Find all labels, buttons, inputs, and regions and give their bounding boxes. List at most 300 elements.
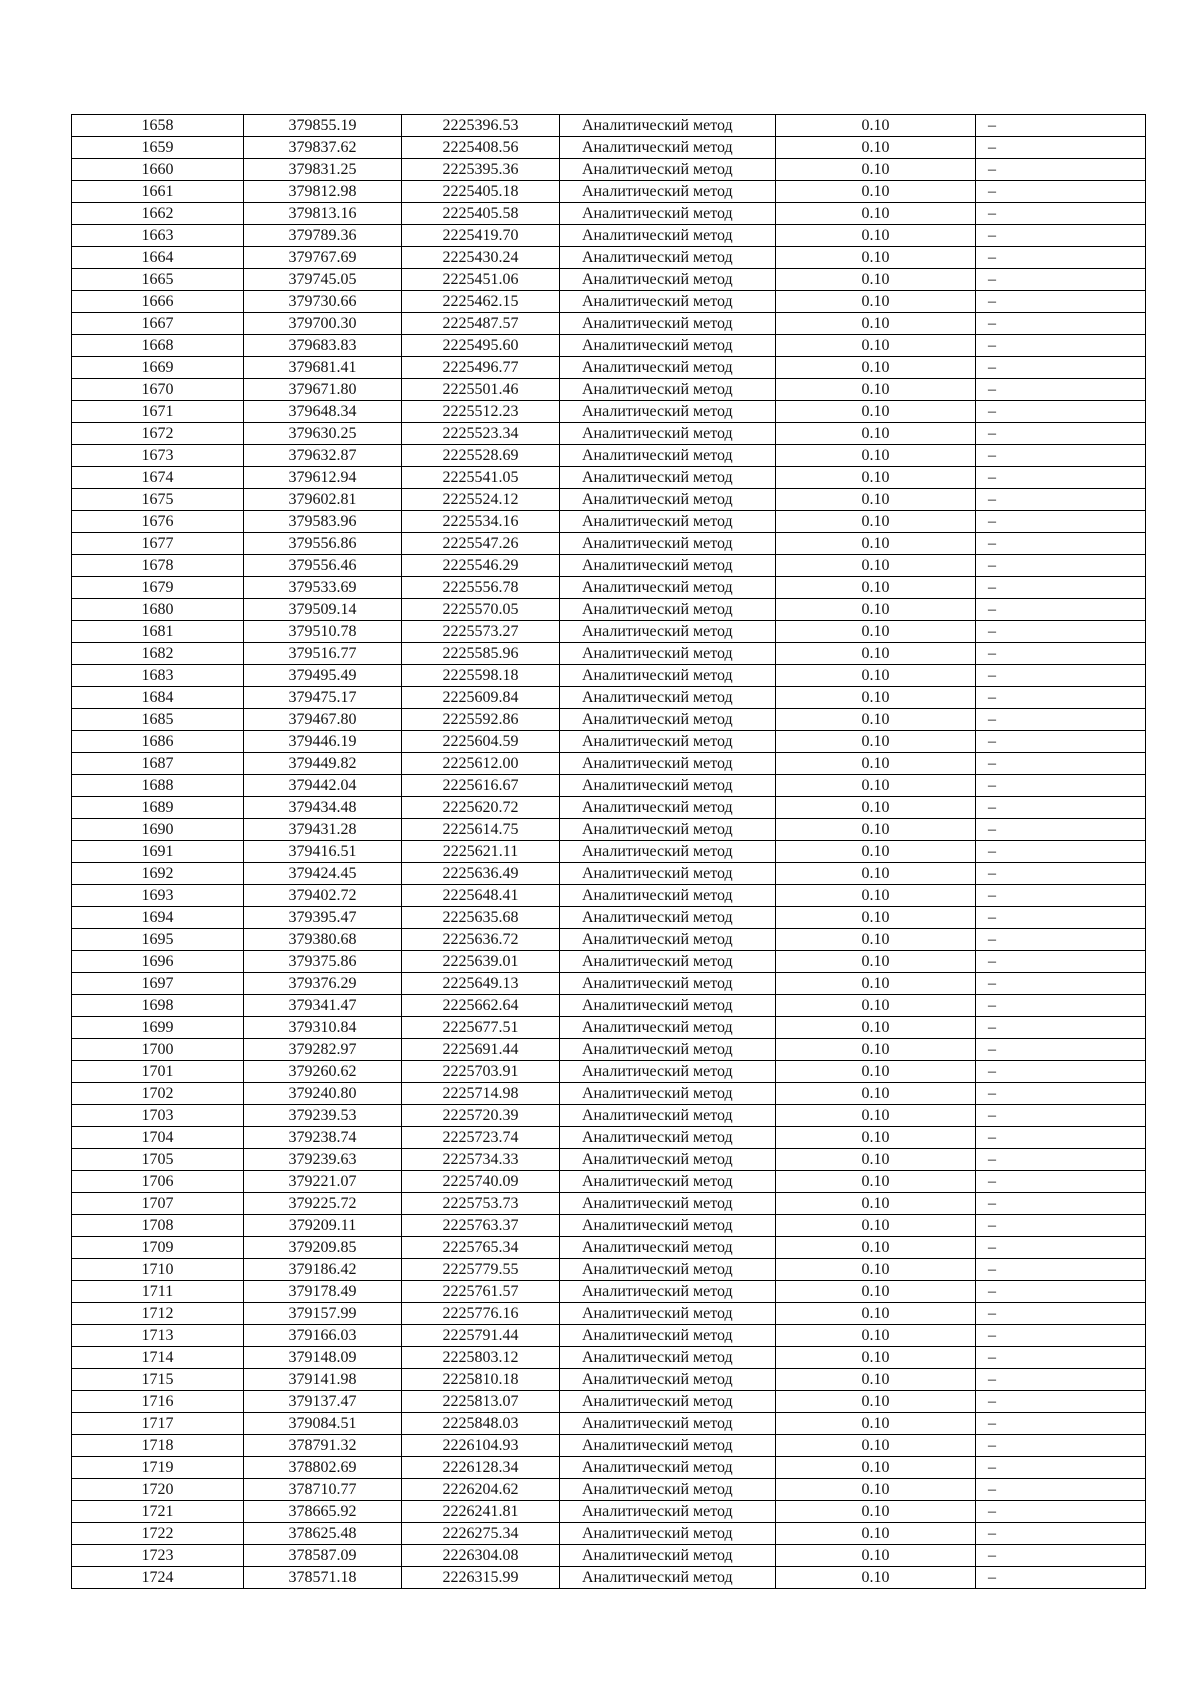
y-coordinate-cell: 2225501.46 bbox=[402, 379, 560, 401]
table-row bbox=[72, 1083, 1146, 1105]
table-row bbox=[72, 1479, 1146, 1501]
x-coordinate-cell: 379416.51 bbox=[244, 841, 402, 863]
method-cell: Аналитический метод bbox=[560, 445, 776, 467]
table-row bbox=[72, 1149, 1146, 1171]
accuracy-cell: 0.10 bbox=[776, 335, 976, 357]
method-cell: Аналитический метод bbox=[560, 1347, 776, 1369]
note-cell: – bbox=[976, 841, 1146, 863]
y-coordinate-cell: 2225495.60 bbox=[402, 335, 560, 357]
accuracy-cell: 0.10 bbox=[776, 1193, 976, 1215]
y-coordinate-cell: 2225528.69 bbox=[402, 445, 560, 467]
note-cell: – bbox=[976, 687, 1146, 709]
note-cell: – bbox=[976, 533, 1146, 555]
note-cell: – bbox=[976, 269, 1146, 291]
point-number-cell: 1708 bbox=[72, 1215, 244, 1237]
y-coordinate-cell: 2225598.18 bbox=[402, 665, 560, 687]
method-cell: Аналитический метод bbox=[560, 401, 776, 423]
method-cell: Аналитический метод bbox=[560, 1391, 776, 1413]
y-coordinate-cell: 2225763.37 bbox=[402, 1215, 560, 1237]
point-number-cell: 1678 bbox=[72, 555, 244, 577]
point-number-cell: 1691 bbox=[72, 841, 244, 863]
x-coordinate-cell: 379225.72 bbox=[244, 1193, 402, 1215]
y-coordinate-cell: 2225547.26 bbox=[402, 533, 560, 555]
table-row bbox=[72, 577, 1146, 599]
accuracy-cell: 0.10 bbox=[776, 1523, 976, 1545]
accuracy-cell: 0.10 bbox=[776, 665, 976, 687]
method-cell: Аналитический метод bbox=[560, 555, 776, 577]
accuracy-cell: 0.10 bbox=[776, 511, 976, 533]
note-cell: – bbox=[976, 1149, 1146, 1171]
y-coordinate-cell: 2225776.16 bbox=[402, 1303, 560, 1325]
note-cell: – bbox=[976, 643, 1146, 665]
method-cell: Аналитический метод bbox=[560, 1149, 776, 1171]
accuracy-cell: 0.10 bbox=[776, 1281, 976, 1303]
point-number-cell: 1662 bbox=[72, 203, 244, 225]
point-number-cell: 1716 bbox=[72, 1391, 244, 1413]
accuracy-cell: 0.10 bbox=[776, 1479, 976, 1501]
method-cell: Аналитический метод bbox=[560, 995, 776, 1017]
note-cell: – bbox=[976, 599, 1146, 621]
accuracy-cell: 0.10 bbox=[776, 1391, 976, 1413]
method-cell: Аналитический метод bbox=[560, 1017, 776, 1039]
note-cell: – bbox=[976, 775, 1146, 797]
note-cell: – bbox=[976, 511, 1146, 533]
note-cell: – bbox=[976, 1523, 1146, 1545]
method-cell: Аналитический метод bbox=[560, 1413, 776, 1435]
y-coordinate-cell: 2225512.23 bbox=[402, 401, 560, 423]
accuracy-cell: 0.10 bbox=[776, 1413, 976, 1435]
note-cell: – bbox=[976, 1479, 1146, 1501]
note-cell: – bbox=[976, 467, 1146, 489]
method-cell: Аналитический метод bbox=[560, 577, 776, 599]
accuracy-cell: 0.10 bbox=[776, 1127, 976, 1149]
note-cell: – bbox=[976, 1171, 1146, 1193]
accuracy-cell: 0.10 bbox=[776, 841, 976, 863]
method-cell: Аналитический метод bbox=[560, 357, 776, 379]
x-coordinate-cell: 379380.68 bbox=[244, 929, 402, 951]
x-coordinate-cell: 378791.32 bbox=[244, 1435, 402, 1457]
method-cell: Аналитический метод bbox=[560, 511, 776, 533]
accuracy-cell: 0.10 bbox=[776, 1171, 976, 1193]
y-coordinate-cell: 2225791.44 bbox=[402, 1325, 560, 1347]
point-number-cell: 1715 bbox=[72, 1369, 244, 1391]
y-coordinate-cell: 2226304.08 bbox=[402, 1545, 560, 1567]
note-cell: – bbox=[976, 313, 1146, 335]
note-cell: – bbox=[976, 357, 1146, 379]
table-row bbox=[72, 599, 1146, 621]
y-coordinate-cell: 2225570.05 bbox=[402, 599, 560, 621]
method-cell: Аналитический метод bbox=[560, 423, 776, 445]
table-row bbox=[72, 1193, 1146, 1215]
method-cell: Аналитический метод bbox=[560, 621, 776, 643]
accuracy-cell: 0.10 bbox=[776, 1567, 976, 1589]
note-cell: – bbox=[976, 555, 1146, 577]
y-coordinate-cell: 2225761.57 bbox=[402, 1281, 560, 1303]
x-coordinate-cell: 379375.86 bbox=[244, 951, 402, 973]
point-number-cell: 1722 bbox=[72, 1523, 244, 1545]
point-number-cell: 1690 bbox=[72, 819, 244, 841]
point-number-cell: 1677 bbox=[72, 533, 244, 555]
y-coordinate-cell: 2225677.51 bbox=[402, 1017, 560, 1039]
y-coordinate-cell: 2225556.78 bbox=[402, 577, 560, 599]
table-row bbox=[72, 1171, 1146, 1193]
accuracy-cell: 0.10 bbox=[776, 1017, 976, 1039]
note-cell: – bbox=[976, 995, 1146, 1017]
y-coordinate-cell: 2225848.03 bbox=[402, 1413, 560, 1435]
accuracy-cell: 0.10 bbox=[776, 1039, 976, 1061]
y-coordinate-cell: 2225524.12 bbox=[402, 489, 560, 511]
method-cell: Аналитический метод bbox=[560, 1083, 776, 1105]
note-cell: – bbox=[976, 753, 1146, 775]
method-cell: Аналитический метод bbox=[560, 467, 776, 489]
point-number-cell: 1665 bbox=[72, 269, 244, 291]
x-coordinate-cell: 378802.69 bbox=[244, 1457, 402, 1479]
note-cell: – bbox=[976, 1281, 1146, 1303]
accuracy-cell: 0.10 bbox=[776, 467, 976, 489]
y-coordinate-cell: 2225451.06 bbox=[402, 269, 560, 291]
point-number-cell: 1695 bbox=[72, 929, 244, 951]
note-cell: – bbox=[976, 1303, 1146, 1325]
table-row bbox=[72, 995, 1146, 1017]
accuracy-cell: 0.10 bbox=[776, 1457, 976, 1479]
point-number-cell: 1666 bbox=[72, 291, 244, 313]
table-row bbox=[72, 1061, 1146, 1083]
note-cell: – bbox=[976, 907, 1146, 929]
accuracy-cell: 0.10 bbox=[776, 313, 976, 335]
point-number-cell: 1713 bbox=[72, 1325, 244, 1347]
y-coordinate-cell: 2225573.27 bbox=[402, 621, 560, 643]
table-row bbox=[72, 819, 1146, 841]
table-row bbox=[72, 1281, 1146, 1303]
accuracy-cell: 0.10 bbox=[776, 819, 976, 841]
y-coordinate-cell: 2225649.13 bbox=[402, 973, 560, 995]
accuracy-cell: 0.10 bbox=[776, 379, 976, 401]
note-cell: – bbox=[976, 1369, 1146, 1391]
method-cell: Аналитический метод bbox=[560, 841, 776, 863]
table-row bbox=[72, 1039, 1146, 1061]
method-cell: Аналитический метод bbox=[560, 1259, 776, 1281]
note-cell: – bbox=[976, 797, 1146, 819]
method-cell: Аналитический метод bbox=[560, 247, 776, 269]
x-coordinate-cell: 379434.48 bbox=[244, 797, 402, 819]
note-cell: – bbox=[976, 929, 1146, 951]
y-coordinate-cell: 2225462.15 bbox=[402, 291, 560, 313]
note-cell: – bbox=[976, 885, 1146, 907]
x-coordinate-cell: 379630.25 bbox=[244, 423, 402, 445]
point-number-cell: 1676 bbox=[72, 511, 244, 533]
y-coordinate-cell: 2226104.93 bbox=[402, 1435, 560, 1457]
y-coordinate-cell: 2225487.57 bbox=[402, 313, 560, 335]
accuracy-cell: 0.10 bbox=[776, 731, 976, 753]
point-number-cell: 1660 bbox=[72, 159, 244, 181]
accuracy-cell: 0.10 bbox=[776, 423, 976, 445]
method-cell: Аналитический метод bbox=[560, 225, 776, 247]
note-cell: – bbox=[976, 1083, 1146, 1105]
y-coordinate-cell: 2225585.96 bbox=[402, 643, 560, 665]
x-coordinate-cell: 379446.19 bbox=[244, 731, 402, 753]
x-coordinate-cell: 379238.74 bbox=[244, 1127, 402, 1149]
accuracy-cell: 0.10 bbox=[776, 1369, 976, 1391]
point-number-cell: 1707 bbox=[72, 1193, 244, 1215]
y-coordinate-cell: 2225813.07 bbox=[402, 1391, 560, 1413]
x-coordinate-cell: 379141.98 bbox=[244, 1369, 402, 1391]
x-coordinate-cell: 379239.53 bbox=[244, 1105, 402, 1127]
note-cell: – bbox=[976, 1039, 1146, 1061]
method-cell: Аналитический метод bbox=[560, 1303, 776, 1325]
note-cell: – bbox=[976, 423, 1146, 445]
method-cell: Аналитический метод bbox=[560, 753, 776, 775]
y-coordinate-cell: 2225523.34 bbox=[402, 423, 560, 445]
note-cell: – bbox=[976, 445, 1146, 467]
method-cell: Аналитический метод bbox=[560, 1567, 776, 1589]
y-coordinate-cell: 2226241.81 bbox=[402, 1501, 560, 1523]
x-coordinate-cell: 379602.81 bbox=[244, 489, 402, 511]
x-coordinate-cell: 378571.18 bbox=[244, 1567, 402, 1589]
method-cell: Аналитический метод bbox=[560, 1501, 776, 1523]
note-cell: – bbox=[976, 951, 1146, 973]
x-coordinate-cell: 379683.83 bbox=[244, 335, 402, 357]
table-row bbox=[72, 1237, 1146, 1259]
method-cell: Аналитический метод bbox=[560, 1171, 776, 1193]
table-row bbox=[72, 379, 1146, 401]
y-coordinate-cell: 2226204.62 bbox=[402, 1479, 560, 1501]
table-row bbox=[72, 203, 1146, 225]
table-row bbox=[72, 775, 1146, 797]
note-cell: – bbox=[976, 1325, 1146, 1347]
note-cell: – bbox=[976, 115, 1146, 137]
table-row bbox=[72, 137, 1146, 159]
method-cell: Аналитический метод bbox=[560, 335, 776, 357]
x-coordinate-cell: 379157.99 bbox=[244, 1303, 402, 1325]
note-cell: – bbox=[976, 203, 1146, 225]
method-cell: Аналитический метод bbox=[560, 1105, 776, 1127]
accuracy-cell: 0.10 bbox=[776, 643, 976, 665]
table-row bbox=[72, 929, 1146, 951]
table-row bbox=[72, 1347, 1146, 1369]
note-cell: – bbox=[976, 731, 1146, 753]
point-number-cell: 1697 bbox=[72, 973, 244, 995]
table-row bbox=[72, 1457, 1146, 1479]
point-number-cell: 1720 bbox=[72, 1479, 244, 1501]
note-cell: – bbox=[976, 1127, 1146, 1149]
table-row bbox=[72, 1501, 1146, 1523]
x-coordinate-cell: 379475.17 bbox=[244, 687, 402, 709]
y-coordinate-cell: 2226128.34 bbox=[402, 1457, 560, 1479]
method-cell: Аналитический метод bbox=[560, 951, 776, 973]
point-number-cell: 1688 bbox=[72, 775, 244, 797]
point-number-cell: 1680 bbox=[72, 599, 244, 621]
method-cell: Аналитический метод bbox=[560, 709, 776, 731]
x-coordinate-cell: 379084.51 bbox=[244, 1413, 402, 1435]
x-coordinate-cell: 379509.14 bbox=[244, 599, 402, 621]
table-row bbox=[72, 1303, 1146, 1325]
accuracy-cell: 0.10 bbox=[776, 1083, 976, 1105]
table-row bbox=[72, 291, 1146, 313]
method-cell: Аналитический метод bbox=[560, 1545, 776, 1567]
note-cell: – bbox=[976, 159, 1146, 181]
point-number-cell: 1664 bbox=[72, 247, 244, 269]
x-coordinate-cell: 378710.77 bbox=[244, 1479, 402, 1501]
x-coordinate-cell: 379812.98 bbox=[244, 181, 402, 203]
accuracy-cell: 0.10 bbox=[776, 1237, 976, 1259]
accuracy-cell: 0.10 bbox=[776, 1435, 976, 1457]
coordinates-table-body bbox=[72, 115, 1146, 1589]
point-number-cell: 1694 bbox=[72, 907, 244, 929]
note-cell: – bbox=[976, 665, 1146, 687]
point-number-cell: 1718 bbox=[72, 1435, 244, 1457]
x-coordinate-cell: 379632.87 bbox=[244, 445, 402, 467]
y-coordinate-cell: 2225546.29 bbox=[402, 555, 560, 577]
method-cell: Аналитический метод bbox=[560, 533, 776, 555]
method-cell: Аналитический метод bbox=[560, 797, 776, 819]
x-coordinate-cell: 379186.42 bbox=[244, 1259, 402, 1281]
accuracy-cell: 0.10 bbox=[776, 1149, 976, 1171]
y-coordinate-cell: 2225405.58 bbox=[402, 203, 560, 225]
y-coordinate-cell: 2225723.74 bbox=[402, 1127, 560, 1149]
y-coordinate-cell: 2225620.72 bbox=[402, 797, 560, 819]
accuracy-cell: 0.10 bbox=[776, 797, 976, 819]
point-number-cell: 1658 bbox=[72, 115, 244, 137]
point-number-cell: 1673 bbox=[72, 445, 244, 467]
table-row bbox=[72, 1567, 1146, 1589]
table-row bbox=[72, 467, 1146, 489]
point-number-cell: 1709 bbox=[72, 1237, 244, 1259]
accuracy-cell: 0.10 bbox=[776, 687, 976, 709]
table-row bbox=[72, 357, 1146, 379]
x-coordinate-cell: 379556.86 bbox=[244, 533, 402, 555]
method-cell: Аналитический метод bbox=[560, 159, 776, 181]
x-coordinate-cell: 379533.69 bbox=[244, 577, 402, 599]
x-coordinate-cell: 379260.62 bbox=[244, 1061, 402, 1083]
point-number-cell: 1684 bbox=[72, 687, 244, 709]
x-coordinate-cell: 379789.36 bbox=[244, 225, 402, 247]
note-cell: – bbox=[976, 1457, 1146, 1479]
table-row bbox=[72, 1391, 1146, 1413]
note-cell: – bbox=[976, 1435, 1146, 1457]
point-number-cell: 1711 bbox=[72, 1281, 244, 1303]
x-coordinate-cell: 379402.72 bbox=[244, 885, 402, 907]
accuracy-cell: 0.10 bbox=[776, 1105, 976, 1127]
note-cell: – bbox=[976, 335, 1146, 357]
method-cell: Аналитический метод bbox=[560, 643, 776, 665]
point-number-cell: 1717 bbox=[72, 1413, 244, 1435]
table-row bbox=[72, 1413, 1146, 1435]
table-row bbox=[72, 797, 1146, 819]
x-coordinate-cell: 379583.96 bbox=[244, 511, 402, 533]
y-coordinate-cell: 2225534.16 bbox=[402, 511, 560, 533]
accuracy-cell: 0.10 bbox=[776, 555, 976, 577]
note-cell: – bbox=[976, 1105, 1146, 1127]
point-number-cell: 1698 bbox=[72, 995, 244, 1017]
point-number-cell: 1696 bbox=[72, 951, 244, 973]
y-coordinate-cell: 2225703.91 bbox=[402, 1061, 560, 1083]
accuracy-cell: 0.10 bbox=[776, 247, 976, 269]
x-coordinate-cell: 379495.49 bbox=[244, 665, 402, 687]
x-coordinate-cell: 379166.03 bbox=[244, 1325, 402, 1347]
point-number-cell: 1705 bbox=[72, 1149, 244, 1171]
method-cell: Аналитический метод bbox=[560, 1039, 776, 1061]
y-coordinate-cell: 2225639.01 bbox=[402, 951, 560, 973]
method-cell: Аналитический метод bbox=[560, 1523, 776, 1545]
table-row bbox=[72, 665, 1146, 687]
point-number-cell: 1714 bbox=[72, 1347, 244, 1369]
table-row bbox=[72, 159, 1146, 181]
point-number-cell: 1693 bbox=[72, 885, 244, 907]
y-coordinate-cell: 2225662.64 bbox=[402, 995, 560, 1017]
x-coordinate-cell: 379671.80 bbox=[244, 379, 402, 401]
accuracy-cell: 0.10 bbox=[776, 1259, 976, 1281]
accuracy-cell: 0.10 bbox=[776, 1545, 976, 1567]
table-row bbox=[72, 555, 1146, 577]
table-row bbox=[72, 1435, 1146, 1457]
table-row bbox=[72, 1325, 1146, 1347]
method-cell: Аналитический метод bbox=[560, 885, 776, 907]
table-row bbox=[72, 1105, 1146, 1127]
note-cell: – bbox=[976, 819, 1146, 841]
y-coordinate-cell: 2225734.33 bbox=[402, 1149, 560, 1171]
accuracy-cell: 0.10 bbox=[776, 753, 976, 775]
method-cell: Аналитический метод bbox=[560, 1127, 776, 1149]
y-coordinate-cell: 2225765.34 bbox=[402, 1237, 560, 1259]
y-coordinate-cell: 2225720.39 bbox=[402, 1105, 560, 1127]
note-cell: – bbox=[976, 291, 1146, 313]
x-coordinate-cell: 379310.84 bbox=[244, 1017, 402, 1039]
accuracy-cell: 0.10 bbox=[776, 181, 976, 203]
accuracy-cell: 0.10 bbox=[776, 115, 976, 137]
point-number-cell: 1723 bbox=[72, 1545, 244, 1567]
method-cell: Аналитический метод bbox=[560, 269, 776, 291]
method-cell: Аналитический метод bbox=[560, 1237, 776, 1259]
note-cell: – bbox=[976, 973, 1146, 995]
x-coordinate-cell: 378665.92 bbox=[244, 1501, 402, 1523]
point-number-cell: 1719 bbox=[72, 1457, 244, 1479]
method-cell: Аналитический метод bbox=[560, 599, 776, 621]
accuracy-cell: 0.10 bbox=[776, 357, 976, 379]
table-row bbox=[72, 1259, 1146, 1281]
coordinates-table bbox=[71, 114, 1146, 1589]
point-number-cell: 1702 bbox=[72, 1083, 244, 1105]
table-row bbox=[72, 313, 1146, 335]
table-row bbox=[72, 885, 1146, 907]
note-cell: – bbox=[976, 1193, 1146, 1215]
table-row bbox=[72, 423, 1146, 445]
point-number-cell: 1672 bbox=[72, 423, 244, 445]
y-coordinate-cell: 2225395.36 bbox=[402, 159, 560, 181]
method-cell: Аналитический метод bbox=[560, 379, 776, 401]
y-coordinate-cell: 2225691.44 bbox=[402, 1039, 560, 1061]
x-coordinate-cell: 379855.19 bbox=[244, 115, 402, 137]
method-cell: Аналитический метод bbox=[560, 1325, 776, 1347]
y-coordinate-cell: 2225592.86 bbox=[402, 709, 560, 731]
table-row bbox=[72, 907, 1146, 929]
note-cell: – bbox=[976, 1061, 1146, 1083]
y-coordinate-cell: 2225636.49 bbox=[402, 863, 560, 885]
table-row bbox=[72, 731, 1146, 753]
x-coordinate-cell: 379221.07 bbox=[244, 1171, 402, 1193]
accuracy-cell: 0.10 bbox=[776, 203, 976, 225]
point-number-cell: 1663 bbox=[72, 225, 244, 247]
accuracy-cell: 0.10 bbox=[776, 775, 976, 797]
table-row bbox=[72, 1127, 1146, 1149]
method-cell: Аналитический метод bbox=[560, 687, 776, 709]
accuracy-cell: 0.10 bbox=[776, 291, 976, 313]
point-number-cell: 1689 bbox=[72, 797, 244, 819]
method-cell: Аналитический метод bbox=[560, 203, 776, 225]
y-coordinate-cell: 2225803.12 bbox=[402, 1347, 560, 1369]
table-row bbox=[72, 401, 1146, 423]
x-coordinate-cell: 379837.62 bbox=[244, 137, 402, 159]
table-row bbox=[72, 445, 1146, 467]
